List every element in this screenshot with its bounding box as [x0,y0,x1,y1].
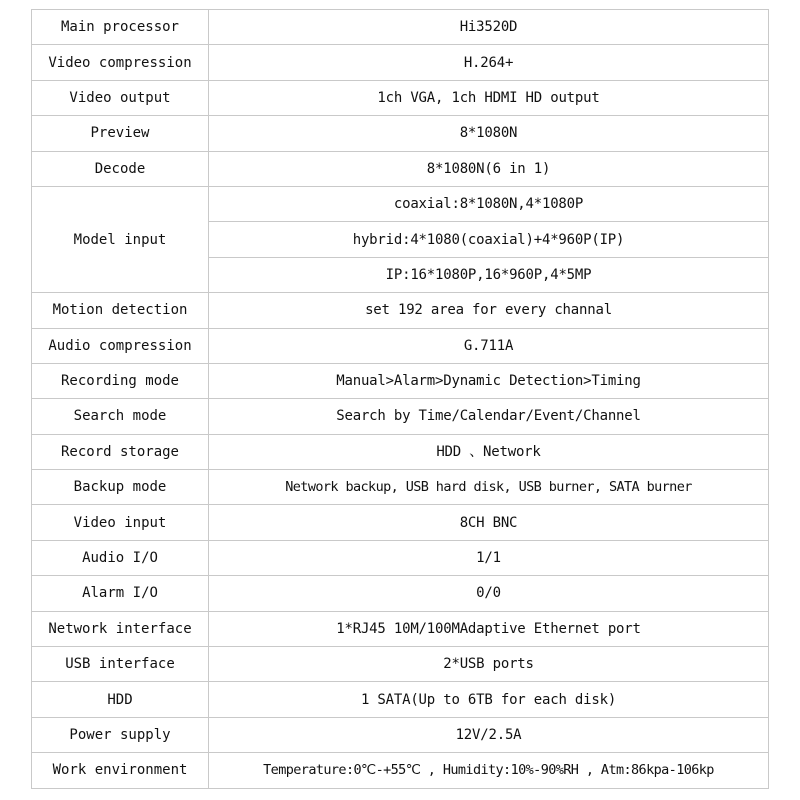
spec-value-hybrid: hybrid:4*1080(coaxial)+4*960P(IP) [209,222,769,257]
spec-label: Video compression [32,45,209,80]
table-row [32,434,769,469]
table-row [32,80,769,115]
spec-value: Search by Time/Calendar/Event/Channel [209,399,769,434]
spec-value: 8*1080N(6 in 1) [209,151,769,186]
spec-value: H.264+ [209,45,769,80]
spec-value: G.711A [209,328,769,363]
spec-label: Recording mode [32,363,209,398]
spec-label: Model input [32,186,209,292]
table-row [32,540,769,575]
table-row [32,470,769,505]
spec-value: Manual>Alarm>Dynamic Detection>Timing [209,363,769,398]
spec-label: Search mode [32,399,209,434]
spec-value: 2*USB ports [209,647,769,682]
spec-label: Record storage [32,434,209,469]
table-row [32,717,769,752]
spec-value: 1/1 [209,540,769,575]
table-row [32,576,769,611]
spec-label: Backup mode [32,470,209,505]
spec-label: Decode [32,151,209,186]
table-row [32,753,769,788]
table-row [32,186,769,221]
spec-value: set 192 area for every channal [209,293,769,328]
spec-label: Power supply [32,717,209,752]
spec-value: HDD 、Network [209,434,769,469]
table-row [32,399,769,434]
spec-value: Temperature:0℃-+55℃ , Humidity:10%-90%RH , Atm:86kpa-106kp [209,753,769,788]
spec-value: 0/0 [209,576,769,611]
spec-value-coaxial: coaxial:8*1080N,4*1080P [209,186,769,221]
spec-label: Video input [32,505,209,540]
spec-value: Network backup, USB hard disk, USB burner, SATA burner [209,470,769,505]
spec-value: 12V/2.5A [209,717,769,752]
spec-label: Audio I/O [32,540,209,575]
spec-value: 1 SATA(Up to 6TB for each disk) [209,682,769,717]
table-row [32,363,769,398]
table-row [32,151,769,186]
table-row [32,45,769,80]
spec-table-body [32,10,769,789]
table-row [32,10,769,45]
spec-value: 8*1080N [209,116,769,151]
spec-label: Preview [32,116,209,151]
table-row [32,505,769,540]
table-row [32,328,769,363]
spec-value: 1ch VGA, 1ch HDMI HD output [209,80,769,115]
spec-label: HDD [32,682,209,717]
spec-value: 8CH BNC [209,505,769,540]
spec-value: Hi3520D [209,10,769,45]
spec-label: Video output [32,80,209,115]
spec-label: Motion detection [32,293,209,328]
spec-label: Network interface [32,611,209,646]
table-row [32,647,769,682]
table-row [32,116,769,151]
spec-label: Main processor [32,10,209,45]
spec-label: Audio compression [32,328,209,363]
spec-label: Alarm I/O [32,576,209,611]
spec-value: 1*RJ45 10M/100MAdaptive Ethernet port [209,611,769,646]
spec-label: USB interface [32,647,209,682]
spec-table [31,9,769,789]
table-row [32,293,769,328]
spec-label: Work environment [32,753,209,788]
table-row [32,682,769,717]
spec-value-ip: IP:16*1080P,16*960P,4*5MP [209,257,769,292]
table-row [32,611,769,646]
